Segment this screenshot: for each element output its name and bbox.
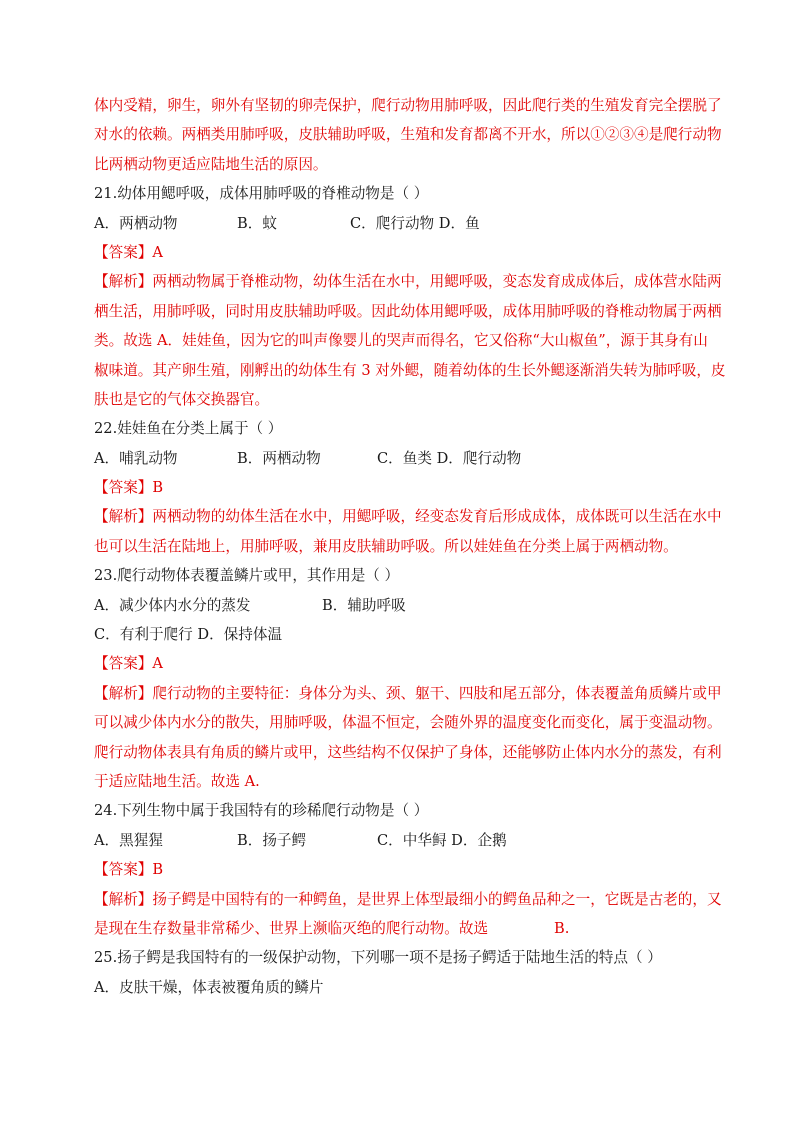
q21-explanation-2: 栖生活，用肺呼吸，同时用皮肤辅助呼吸。因此幼体用鳃呼吸，成体用肺呼吸的脊椎动物属于两栖	[94, 302, 722, 320]
q22-option-cd: C．鱼类 D．爬行动物	[377, 449, 522, 467]
q21-option-cd: C．爬行动物 D．鱼	[350, 214, 480, 232]
document-content	[94, 91, 726, 1002]
q22-option-b: B．两栖动物	[237, 449, 321, 467]
q23-explanation-1: 【解析】爬行动物的主要特征：身体分为头、颈、躯干、四肢和尾五部分，体表覆盖角质鳞片或甲	[94, 684, 722, 702]
q23-explanation-3: 爬行动物体表具有角质的鳞片或甲，这些结构不仅保护了身体，还能够防止体内水分的蒸发，有利	[94, 743, 722, 761]
q23-option-a: A．减少体内水分的蒸发	[94, 596, 251, 614]
q22-explanation-1: 【解析】两栖动物的幼体生活在水中，用鳃呼吸，经变态发育后形成成体，成体既可以生活在水中	[94, 508, 722, 526]
q24-question: 24.下列生物中属于我国特有的珍稀爬行动物是（ ）	[94, 802, 429, 820]
q22-answer: 【答案】B	[94, 479, 164, 497]
q23-options-cd: C．有利于爬行 D．保持体温	[94, 626, 283, 644]
q21-options	[94, 209, 712, 238]
q23-question: 23.爬行动物体表覆盖鳞片或甲，其作用是（ ）	[94, 567, 400, 585]
q21-explanation-4: 椒味道。其产卵生殖，刚孵出的幼体生有 3 对外鳃，随着幼体的生长外鳃逐渐消失转为肺呼吸，皮	[94, 361, 726, 379]
q21-explanation-3: 类。故选 A．娃娃鱼，因为它的叫声像婴儿的哭声而得名，它又俗称“大山椒鱼”，源于其身有山	[94, 332, 708, 350]
q24-option-a: A．黑猩猩	[94, 831, 163, 849]
q23-option-b: B．辅助呼吸	[322, 596, 406, 614]
q24-explanation-2-text: 是现在生存数量非常稀少、世界上濒临灭绝的爬行动物。故选	[94, 919, 489, 937]
intro-line-3: 比两栖动物更适应陆地生活的原因。	[94, 155, 328, 173]
intro-line-2: 对水的依赖。两栖类用肺呼吸，皮肤辅助呼吸，生殖和发育都离不开水，所以①②③④是爬行动物	[94, 126, 722, 144]
q24-option-b: B．扬子鳄	[237, 831, 307, 849]
q22-options	[94, 444, 712, 473]
q22-option-a: A．哺乳动物	[94, 449, 178, 467]
q21-option-b: B．蚊	[237, 214, 277, 232]
q21-answer: 【答案】A	[94, 243, 163, 261]
q21-question: 21.幼体用鳃呼吸，成体用肺呼吸的脊椎动物是（ ）	[94, 185, 429, 203]
q24-options	[94, 826, 712, 855]
q22-explanation-2: 也可以生活在陆地上，用肺呼吸，兼用皮肤辅助呼吸。所以娃娃鱼在分类上属于两栖动物。	[94, 537, 678, 555]
q24-explanation-2-answer: B.	[554, 919, 570, 937]
q23-options-ab	[94, 591, 712, 620]
intro-line-1: 体内受精，卵生，卵外有坚韧的卵壳保护，爬行动物用肺呼吸，因此爬行类的生殖发育完全摆脱了	[94, 97, 722, 114]
q21-explanation-1: 【解析】两栖动物属于脊椎动物，幼体生活在水中，用鳃呼吸，变态发育成成体后，成体营水陆两	[94, 273, 722, 291]
q24-explanation-2	[94, 914, 712, 943]
q25-option-a: A．皮肤干燥，体表被覆角质的鳞片	[94, 978, 324, 996]
q24-option-cd: C．中华鲟 D．企鹅	[377, 831, 507, 849]
q22-question: 22.娃娃鱼在分类上属于（ ）	[94, 420, 283, 438]
q21-option-a: A．两栖动物	[94, 214, 178, 232]
q25-question: 25.扬子鳄是我国特有的一级保护动物，下列哪一项不是扬子鳄适于陆地生活的特点（ ）	[94, 949, 662, 967]
q24-answer: 【答案】B	[94, 861, 164, 879]
q24-explanation-1: 【解析】扬子鳄是中国特有的一种鳄鱼，是世界上体型最细小的鳄鱼品种之一，它既是古老的，又	[94, 890, 722, 908]
q21-explanation-5: 肤也是它的气体交换器官。	[94, 390, 270, 408]
q23-explanation-4: 于适应陆地生活。故选 A.	[94, 772, 260, 790]
q23-explanation-2: 可以减少体内水分的散失，用肺呼吸，体温不恒定，会随外界的温度变化而变化，属于变温动物。	[94, 714, 722, 732]
q23-answer: 【答案】A	[94, 655, 163, 673]
